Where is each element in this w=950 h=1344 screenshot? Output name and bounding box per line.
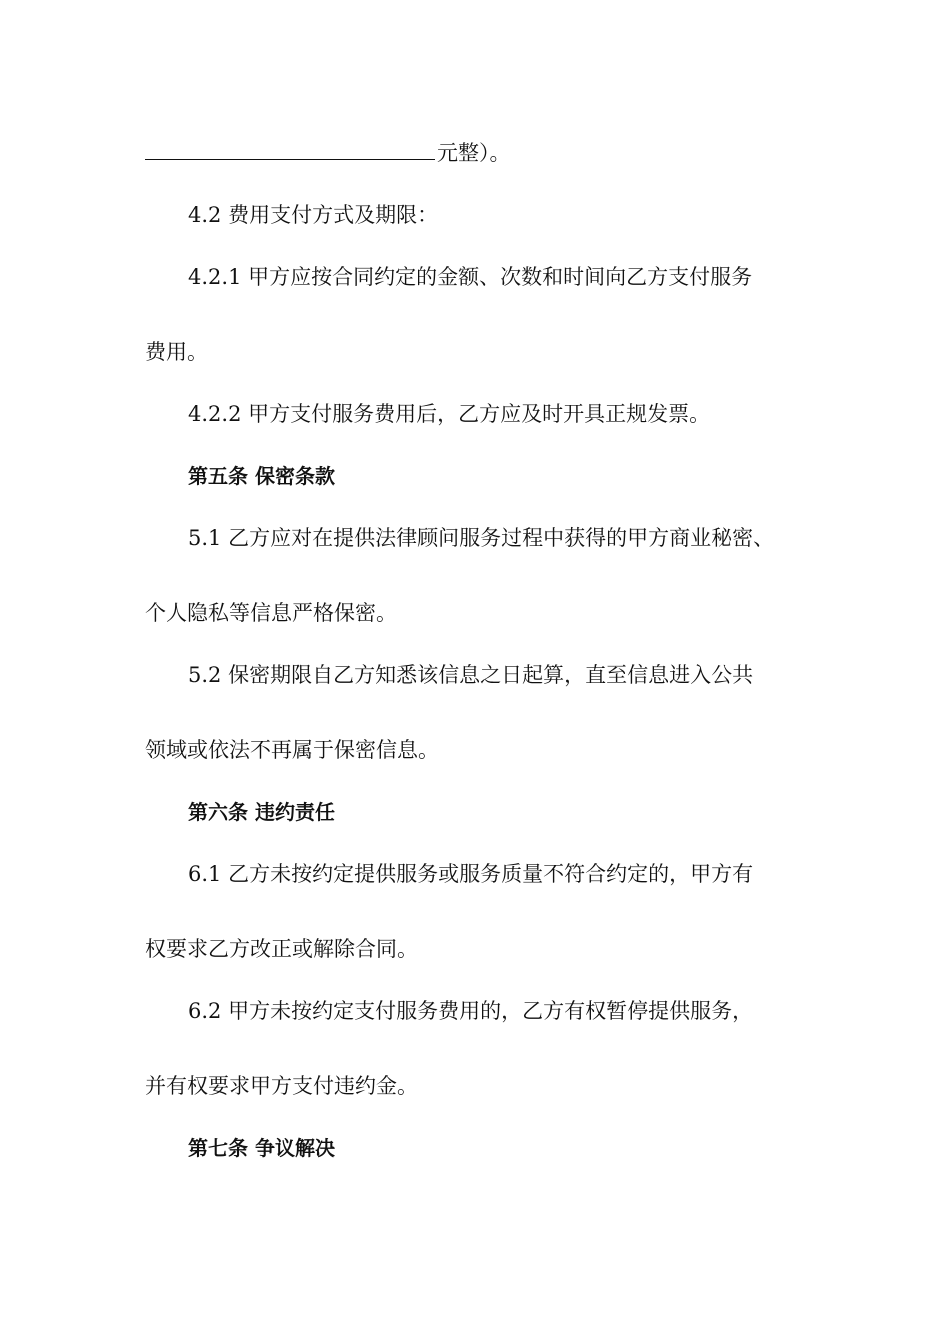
article-7-heading: 第七条 争议解决: [188, 1136, 335, 1160]
clause-6-1: 6.1 乙方未按约定提供服务或服务质量不符合约定的，甲方有: [188, 862, 754, 886]
clause-4-2-2: 4.2.2 甲方支付服务费用后，乙方应及时开具正规发票。: [188, 402, 711, 426]
clause-5-2: 5.2 保密期限自乙方知悉该信息之日起算，直至信息进入公共: [188, 663, 754, 687]
article-6-heading: 第六条 违约责任: [188, 800, 335, 824]
clause-4-2-1-cont: 费用。: [145, 340, 208, 364]
clause-6-2: 6.2 甲方未按约定支付服务费用的，乙方有权暂停提供服务，: [188, 999, 754, 1023]
clause-6-1-cont: 权要求乙方改正或解除合同。: [145, 937, 418, 961]
clause-4-2-1: 4.2.1 甲方应按合同约定的金额、次数和时间向乙方支付服务: [188, 265, 753, 289]
amount-suffix: 元整）。: [437, 141, 511, 165]
amount-blank: [145, 139, 435, 160]
clause-5-1-cont: 个人隐私等信息严格保密。: [145, 601, 397, 625]
clause-5-1: 5.1 乙方应对在提供法律顾问服务过程中获得的甲方商业秘密、: [188, 526, 775, 550]
amount-line: [145, 139, 511, 167]
clause-5-2-cont: 领域或依法不再属于保密信息。: [145, 738, 439, 762]
article-5-heading: 第五条 保密条款: [188, 464, 335, 488]
clause-6-2-cont: 并有权要求甲方支付违约金。: [145, 1074, 418, 1098]
clause-4-2: 4.2 费用支付方式及期限：: [188, 203, 439, 227]
